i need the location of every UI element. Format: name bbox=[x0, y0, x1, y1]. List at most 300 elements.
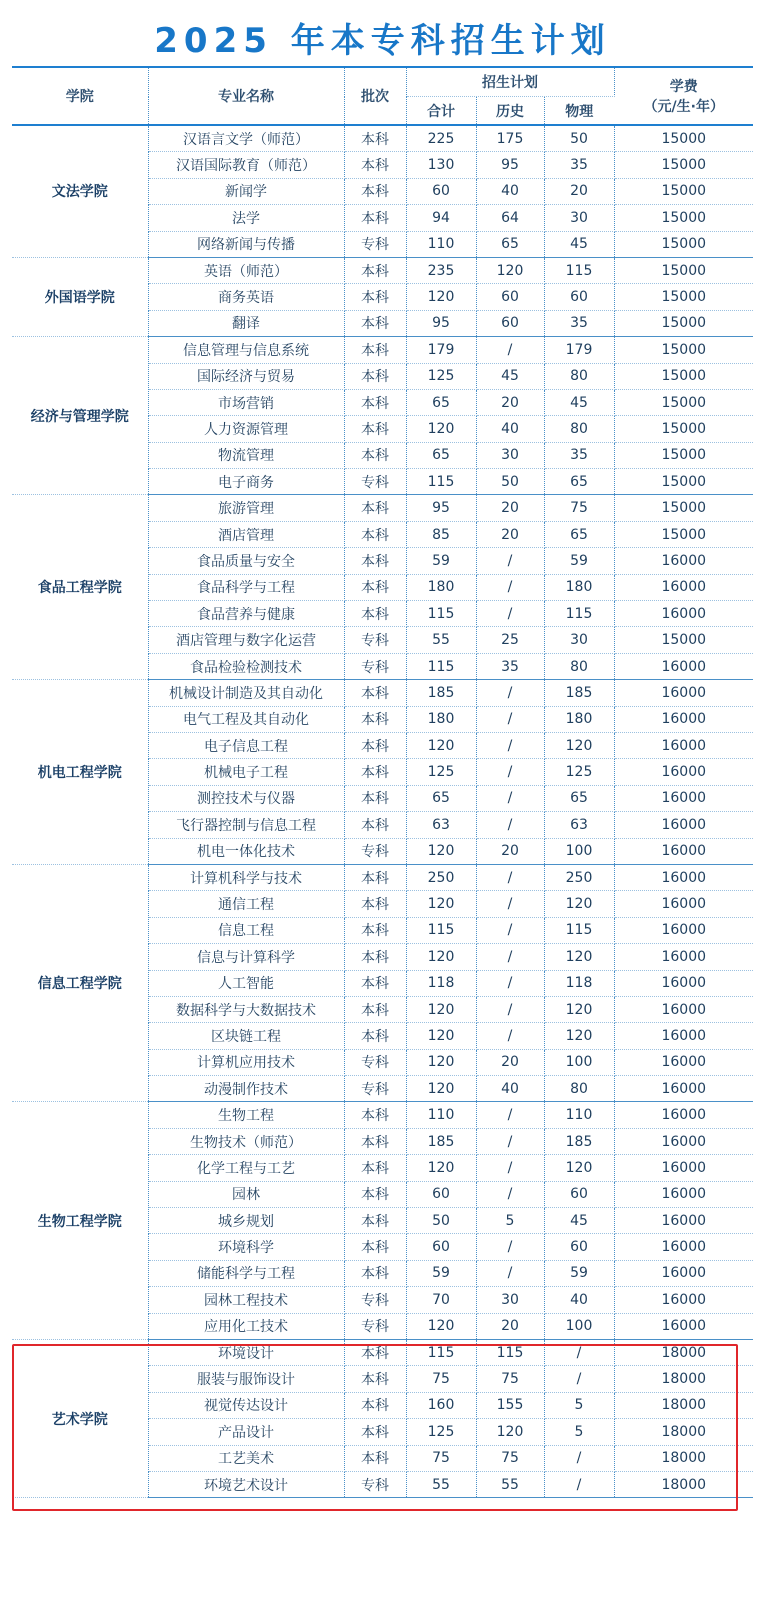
batch-cell: 本科 bbox=[344, 257, 406, 283]
physics-cell: 180 bbox=[544, 706, 614, 732]
total-cell: 55 bbox=[406, 627, 476, 653]
history-cell: 175 bbox=[476, 125, 544, 152]
table-row bbox=[12, 495, 753, 521]
physics-cell: 100 bbox=[544, 838, 614, 864]
total-cell: 94 bbox=[406, 205, 476, 231]
fee-cell: 15000 bbox=[614, 205, 753, 231]
history-cell: / bbox=[476, 706, 544, 732]
header-batch: 批次 bbox=[344, 68, 406, 125]
physics-cell: 35 bbox=[544, 310, 614, 336]
batch-cell: 本科 bbox=[344, 891, 406, 917]
college-cell: 艺术学院 bbox=[12, 1339, 148, 1497]
fee-cell: 15000 bbox=[614, 284, 753, 310]
major-name-cell: 测控技术与仪器 bbox=[148, 785, 344, 811]
total-cell: 70 bbox=[406, 1287, 476, 1313]
batch-cell: 本科 bbox=[344, 812, 406, 838]
fee-cell: 16000 bbox=[614, 732, 753, 758]
college-cell: 生物工程学院 bbox=[12, 1102, 148, 1340]
fee-cell: 16000 bbox=[614, 653, 753, 679]
history-cell: / bbox=[476, 891, 544, 917]
batch-cell: 本科 bbox=[344, 495, 406, 521]
fee-cell: 15000 bbox=[614, 337, 753, 363]
physics-cell: 75 bbox=[544, 495, 614, 521]
fee-cell: 16000 bbox=[614, 812, 753, 838]
physics-cell: 80 bbox=[544, 363, 614, 389]
major-name-cell: 酒店管理 bbox=[148, 521, 344, 547]
physics-cell: 80 bbox=[544, 1076, 614, 1102]
fee-cell: 16000 bbox=[614, 680, 753, 706]
major-name-cell: 储能科学与工程 bbox=[148, 1260, 344, 1286]
total-cell: 180 bbox=[406, 706, 476, 732]
physics-cell: 45 bbox=[544, 1208, 614, 1234]
batch-cell: 本科 bbox=[344, 1181, 406, 1207]
fee-cell: 16000 bbox=[614, 1260, 753, 1286]
major-name-cell: 城乡规划 bbox=[148, 1208, 344, 1234]
fee-cell: 16000 bbox=[614, 996, 753, 1022]
fee-cell: 16000 bbox=[614, 1102, 753, 1128]
batch-cell: 专科 bbox=[344, 1471, 406, 1497]
physics-cell: 100 bbox=[544, 1049, 614, 1075]
history-cell: / bbox=[476, 785, 544, 811]
total-cell: 120 bbox=[406, 1313, 476, 1339]
history-cell: 20 bbox=[476, 521, 544, 547]
physics-cell: 185 bbox=[544, 1128, 614, 1154]
table-row bbox=[12, 1102, 753, 1128]
history-cell: / bbox=[476, 1260, 544, 1286]
fee-cell: 15000 bbox=[614, 125, 753, 152]
college-cell: 信息工程学院 bbox=[12, 864, 148, 1102]
history-cell: 50 bbox=[476, 469, 544, 495]
major-name-cell: 应用化工技术 bbox=[148, 1313, 344, 1339]
physics-cell: 100 bbox=[544, 1313, 614, 1339]
fee-cell: 15000 bbox=[614, 231, 753, 257]
major-name-cell: 信息工程 bbox=[148, 917, 344, 943]
college-cell: 文法学院 bbox=[12, 125, 148, 257]
total-cell: 59 bbox=[406, 548, 476, 574]
physics-cell: 120 bbox=[544, 1023, 614, 1049]
history-cell: / bbox=[476, 944, 544, 970]
total-cell: 75 bbox=[406, 1366, 476, 1392]
physics-cell: 115 bbox=[544, 917, 614, 943]
total-cell: 63 bbox=[406, 812, 476, 838]
physics-cell: 250 bbox=[544, 864, 614, 890]
history-cell: 25 bbox=[476, 627, 544, 653]
history-cell: 30 bbox=[476, 1287, 544, 1313]
batch-cell: 本科 bbox=[344, 416, 406, 442]
physics-cell: 179 bbox=[544, 337, 614, 363]
fee-cell: 16000 bbox=[614, 1023, 753, 1049]
major-name-cell: 网络新闻与传播 bbox=[148, 231, 344, 257]
major-name-cell: 生物技术（师范） bbox=[148, 1128, 344, 1154]
fee-cell: 15000 bbox=[614, 521, 753, 547]
physics-cell: / bbox=[544, 1445, 614, 1471]
total-cell: 60 bbox=[406, 1181, 476, 1207]
history-cell: / bbox=[476, 759, 544, 785]
major-name-cell: 机械电子工程 bbox=[148, 759, 344, 785]
physics-cell: / bbox=[544, 1471, 614, 1497]
major-name-cell: 国际经济与贸易 bbox=[148, 363, 344, 389]
fee-cell: 15000 bbox=[614, 627, 753, 653]
physics-cell: 115 bbox=[544, 601, 614, 627]
total-cell: 120 bbox=[406, 284, 476, 310]
header-major: 专业名称 bbox=[148, 68, 344, 125]
total-cell: 225 bbox=[406, 125, 476, 152]
fee-cell: 16000 bbox=[614, 548, 753, 574]
history-cell: 5 bbox=[476, 1208, 544, 1234]
physics-cell: 60 bbox=[544, 284, 614, 310]
batch-cell: 本科 bbox=[344, 337, 406, 363]
history-cell: / bbox=[476, 996, 544, 1022]
major-name-cell: 翻译 bbox=[148, 310, 344, 336]
page-title: 2025 年本专科招生计划 bbox=[154, 21, 611, 61]
history-cell: 65 bbox=[476, 231, 544, 257]
major-name-cell: 环境科学 bbox=[148, 1234, 344, 1260]
major-name-cell: 食品检验检测技术 bbox=[148, 653, 344, 679]
total-cell: 85 bbox=[406, 521, 476, 547]
physics-cell: 120 bbox=[544, 996, 614, 1022]
total-cell: 120 bbox=[406, 838, 476, 864]
total-cell: 60 bbox=[406, 178, 476, 204]
history-cell: / bbox=[476, 1234, 544, 1260]
table-row bbox=[12, 257, 753, 283]
batch-cell: 本科 bbox=[344, 1260, 406, 1286]
major-name-cell: 园林 bbox=[148, 1181, 344, 1207]
fee-cell: 16000 bbox=[614, 785, 753, 811]
batch-cell: 专科 bbox=[344, 1287, 406, 1313]
batch-cell: 本科 bbox=[344, 944, 406, 970]
major-name-cell: 汉语言文学（师范） bbox=[148, 125, 344, 152]
major-name-cell: 电气工程及其自动化 bbox=[148, 706, 344, 732]
history-cell: / bbox=[476, 970, 544, 996]
batch-cell: 本科 bbox=[344, 152, 406, 178]
fee-cell: 15000 bbox=[614, 257, 753, 283]
batch-cell: 本科 bbox=[344, 680, 406, 706]
history-cell: 64 bbox=[476, 205, 544, 231]
physics-cell: 59 bbox=[544, 1260, 614, 1286]
physics-cell: / bbox=[544, 1339, 614, 1365]
batch-cell: 本科 bbox=[344, 548, 406, 574]
history-cell: 20 bbox=[476, 495, 544, 521]
fee-cell: 16000 bbox=[614, 1128, 753, 1154]
history-cell: 40 bbox=[476, 178, 544, 204]
total-cell: 115 bbox=[406, 653, 476, 679]
table-row bbox=[12, 337, 753, 363]
batch-cell: 本科 bbox=[344, 1234, 406, 1260]
major-name-cell: 视觉传达设计 bbox=[148, 1392, 344, 1418]
history-cell: 20 bbox=[476, 389, 544, 415]
total-cell: 120 bbox=[406, 1076, 476, 1102]
major-name-cell: 汉语国际教育（师范） bbox=[148, 152, 344, 178]
table-body bbox=[12, 125, 753, 1498]
physics-cell: 45 bbox=[544, 231, 614, 257]
college-cell: 食品工程学院 bbox=[12, 495, 148, 680]
fee-cell: 18000 bbox=[614, 1366, 753, 1392]
major-name-cell: 数据科学与大数据技术 bbox=[148, 996, 344, 1022]
fee-cell: 15000 bbox=[614, 495, 753, 521]
major-name-cell: 机电一体化技术 bbox=[148, 838, 344, 864]
fee-cell: 16000 bbox=[614, 1234, 753, 1260]
total-cell: 180 bbox=[406, 574, 476, 600]
physics-cell: 20 bbox=[544, 178, 614, 204]
batch-cell: 本科 bbox=[344, 864, 406, 890]
physics-cell: 65 bbox=[544, 469, 614, 495]
batch-cell: 本科 bbox=[344, 601, 406, 627]
header-college: 学院 bbox=[12, 68, 148, 125]
major-name-cell: 计算机应用技术 bbox=[148, 1049, 344, 1075]
batch-cell: 本科 bbox=[344, 732, 406, 758]
history-cell: 35 bbox=[476, 653, 544, 679]
physics-cell: 80 bbox=[544, 416, 614, 442]
physics-cell: 118 bbox=[544, 970, 614, 996]
history-cell: 60 bbox=[476, 310, 544, 336]
physics-cell: / bbox=[544, 1366, 614, 1392]
table-row bbox=[12, 680, 753, 706]
major-name-cell: 新闻学 bbox=[148, 178, 344, 204]
history-cell: 20 bbox=[476, 1049, 544, 1075]
physics-cell: 120 bbox=[544, 1155, 614, 1181]
total-cell: 55 bbox=[406, 1471, 476, 1497]
fee-cell: 15000 bbox=[614, 152, 753, 178]
fee-cell: 16000 bbox=[614, 1181, 753, 1207]
total-cell: 65 bbox=[406, 389, 476, 415]
history-cell: 20 bbox=[476, 838, 544, 864]
header-fee bbox=[614, 68, 753, 125]
major-name-cell: 化学工程与工艺 bbox=[148, 1155, 344, 1181]
major-name-cell: 旅游管理 bbox=[148, 495, 344, 521]
total-cell: 125 bbox=[406, 759, 476, 785]
batch-cell: 本科 bbox=[344, 785, 406, 811]
batch-cell: 本科 bbox=[344, 970, 406, 996]
major-name-cell: 飞行器控制与信息工程 bbox=[148, 812, 344, 838]
total-cell: 118 bbox=[406, 970, 476, 996]
fee-cell: 15000 bbox=[614, 442, 753, 468]
major-name-cell: 通信工程 bbox=[148, 891, 344, 917]
fee-cell: 18000 bbox=[614, 1471, 753, 1497]
total-cell: 120 bbox=[406, 891, 476, 917]
history-cell: 60 bbox=[476, 284, 544, 310]
college-cell: 机电工程学院 bbox=[12, 680, 148, 865]
history-cell: / bbox=[476, 337, 544, 363]
total-cell: 120 bbox=[406, 416, 476, 442]
physics-cell: 60 bbox=[544, 1181, 614, 1207]
history-cell: / bbox=[476, 917, 544, 943]
history-cell: / bbox=[476, 1023, 544, 1049]
total-cell: 120 bbox=[406, 996, 476, 1022]
history-cell: / bbox=[476, 1128, 544, 1154]
physics-cell: 5 bbox=[544, 1392, 614, 1418]
fee-cell: 15000 bbox=[614, 363, 753, 389]
fee-cell: 18000 bbox=[614, 1392, 753, 1418]
history-cell: / bbox=[476, 1181, 544, 1207]
total-cell: 120 bbox=[406, 732, 476, 758]
fee-cell: 16000 bbox=[614, 1313, 753, 1339]
fee-cell: 16000 bbox=[614, 970, 753, 996]
history-cell: 30 bbox=[476, 442, 544, 468]
physics-cell: 120 bbox=[544, 732, 614, 758]
total-cell: 120 bbox=[406, 1049, 476, 1075]
batch-cell: 本科 bbox=[344, 1023, 406, 1049]
history-cell: / bbox=[476, 732, 544, 758]
batch-cell: 专科 bbox=[344, 469, 406, 495]
fee-cell: 16000 bbox=[614, 891, 753, 917]
fee-cell: 16000 bbox=[614, 1049, 753, 1075]
history-cell: / bbox=[476, 574, 544, 600]
major-name-cell: 食品营养与健康 bbox=[148, 601, 344, 627]
major-name-cell: 动漫制作技术 bbox=[148, 1076, 344, 1102]
major-name-cell: 区块链工程 bbox=[148, 1023, 344, 1049]
batch-cell: 本科 bbox=[344, 1208, 406, 1234]
history-cell: / bbox=[476, 812, 544, 838]
major-name-cell: 信息与计算科学 bbox=[148, 944, 344, 970]
physics-cell: 5 bbox=[544, 1419, 614, 1445]
history-cell: 120 bbox=[476, 1419, 544, 1445]
major-name-cell: 法学 bbox=[148, 205, 344, 231]
physics-cell: 30 bbox=[544, 627, 614, 653]
physics-cell: 110 bbox=[544, 1102, 614, 1128]
batch-cell: 本科 bbox=[344, 574, 406, 600]
total-cell: 110 bbox=[406, 1102, 476, 1128]
physics-cell: 120 bbox=[544, 891, 614, 917]
fee-cell: 16000 bbox=[614, 864, 753, 890]
history-cell: / bbox=[476, 1102, 544, 1128]
fee-cell: 15000 bbox=[614, 389, 753, 415]
history-cell: / bbox=[476, 864, 544, 890]
history-cell: 20 bbox=[476, 1313, 544, 1339]
major-name-cell: 服装与服饰设计 bbox=[148, 1366, 344, 1392]
batch-cell: 本科 bbox=[344, 759, 406, 785]
header-history: 历史 bbox=[476, 97, 544, 126]
major-name-cell: 人工智能 bbox=[148, 970, 344, 996]
college-cell: 经济与管理学院 bbox=[12, 337, 148, 495]
history-cell: 95 bbox=[476, 152, 544, 178]
major-name-cell: 信息管理与信息系统 bbox=[148, 337, 344, 363]
history-cell: / bbox=[476, 601, 544, 627]
major-name-cell: 市场营销 bbox=[148, 389, 344, 415]
header-fee-line2: （元/生·年） bbox=[643, 99, 724, 115]
major-name-cell: 酒店管理与数字化运营 bbox=[148, 627, 344, 653]
total-cell: 95 bbox=[406, 310, 476, 336]
batch-cell: 专科 bbox=[344, 653, 406, 679]
major-name-cell: 环境艺术设计 bbox=[148, 1471, 344, 1497]
fee-cell: 16000 bbox=[614, 838, 753, 864]
batch-cell: 本科 bbox=[344, 1419, 406, 1445]
major-name-cell: 食品质量与安全 bbox=[148, 548, 344, 574]
table-row bbox=[12, 864, 753, 890]
physics-cell: 30 bbox=[544, 205, 614, 231]
physics-cell: 59 bbox=[544, 548, 614, 574]
major-name-cell: 电子商务 bbox=[148, 469, 344, 495]
total-cell: 130 bbox=[406, 152, 476, 178]
fee-cell: 16000 bbox=[614, 944, 753, 970]
batch-cell: 本科 bbox=[344, 284, 406, 310]
batch-cell: 本科 bbox=[344, 996, 406, 1022]
batch-cell: 本科 bbox=[344, 917, 406, 943]
history-cell: 120 bbox=[476, 257, 544, 283]
history-cell: 155 bbox=[476, 1392, 544, 1418]
total-cell: 185 bbox=[406, 680, 476, 706]
major-name-cell: 人力资源管理 bbox=[148, 416, 344, 442]
physics-cell: 35 bbox=[544, 442, 614, 468]
total-cell: 115 bbox=[406, 469, 476, 495]
batch-cell: 本科 bbox=[344, 389, 406, 415]
total-cell: 75 bbox=[406, 1445, 476, 1471]
fee-cell: 16000 bbox=[614, 917, 753, 943]
major-name-cell: 环境设计 bbox=[148, 1339, 344, 1365]
batch-cell: 本科 bbox=[344, 1366, 406, 1392]
batch-cell: 本科 bbox=[344, 1102, 406, 1128]
history-cell: 75 bbox=[476, 1366, 544, 1392]
physics-cell: 125 bbox=[544, 759, 614, 785]
major-name-cell: 机械设计制造及其自动化 bbox=[148, 680, 344, 706]
history-cell: 40 bbox=[476, 1076, 544, 1102]
batch-cell: 本科 bbox=[344, 205, 406, 231]
major-name-cell: 英语（师范） bbox=[148, 257, 344, 283]
physics-cell: 60 bbox=[544, 1234, 614, 1260]
batch-cell: 专科 bbox=[344, 231, 406, 257]
fee-cell: 16000 bbox=[614, 1287, 753, 1313]
history-cell: / bbox=[476, 1155, 544, 1181]
history-cell: / bbox=[476, 548, 544, 574]
physics-cell: 40 bbox=[544, 1287, 614, 1313]
enrollment-plan-table bbox=[12, 68, 753, 1498]
fee-cell: 15000 bbox=[614, 469, 753, 495]
physics-cell: 180 bbox=[544, 574, 614, 600]
major-name-cell: 园林工程技术 bbox=[148, 1287, 344, 1313]
total-cell: 120 bbox=[406, 944, 476, 970]
fee-cell: 16000 bbox=[614, 759, 753, 785]
total-cell: 125 bbox=[406, 1419, 476, 1445]
total-cell: 115 bbox=[406, 1339, 476, 1365]
physics-cell: 65 bbox=[544, 521, 614, 547]
major-name-cell: 产品设计 bbox=[148, 1419, 344, 1445]
batch-cell: 专科 bbox=[344, 1313, 406, 1339]
fee-cell: 18000 bbox=[614, 1339, 753, 1365]
major-name-cell: 生物工程 bbox=[148, 1102, 344, 1128]
header-plan: 招生计划 bbox=[406, 68, 614, 97]
batch-cell: 本科 bbox=[344, 1339, 406, 1365]
total-cell: 250 bbox=[406, 864, 476, 890]
physics-cell: 80 bbox=[544, 653, 614, 679]
batch-cell: 本科 bbox=[344, 363, 406, 389]
header-fee-line1: 学费 bbox=[669, 79, 698, 95]
batch-cell: 专科 bbox=[344, 1049, 406, 1075]
fee-cell: 18000 bbox=[614, 1445, 753, 1471]
fee-cell: 16000 bbox=[614, 706, 753, 732]
physics-cell: 185 bbox=[544, 680, 614, 706]
history-cell: 40 bbox=[476, 416, 544, 442]
major-name-cell: 物流管理 bbox=[148, 442, 344, 468]
physics-cell: 45 bbox=[544, 389, 614, 415]
major-name-cell: 商务英语 bbox=[148, 284, 344, 310]
batch-cell: 本科 bbox=[344, 125, 406, 152]
physics-cell: 35 bbox=[544, 152, 614, 178]
college-cell: 外国语学院 bbox=[12, 257, 148, 336]
total-cell: 235 bbox=[406, 257, 476, 283]
total-cell: 59 bbox=[406, 1260, 476, 1286]
total-cell: 179 bbox=[406, 337, 476, 363]
fee-cell: 18000 bbox=[614, 1419, 753, 1445]
batch-cell: 专科 bbox=[344, 1076, 406, 1102]
fee-cell: 16000 bbox=[614, 574, 753, 600]
batch-cell: 本科 bbox=[344, 1155, 406, 1181]
total-cell: 115 bbox=[406, 601, 476, 627]
physics-cell: 63 bbox=[544, 812, 614, 838]
batch-cell: 本科 bbox=[344, 1128, 406, 1154]
total-cell: 110 bbox=[406, 231, 476, 257]
history-cell: 45 bbox=[476, 363, 544, 389]
header-total: 合计 bbox=[406, 97, 476, 126]
fee-cell: 15000 bbox=[614, 310, 753, 336]
